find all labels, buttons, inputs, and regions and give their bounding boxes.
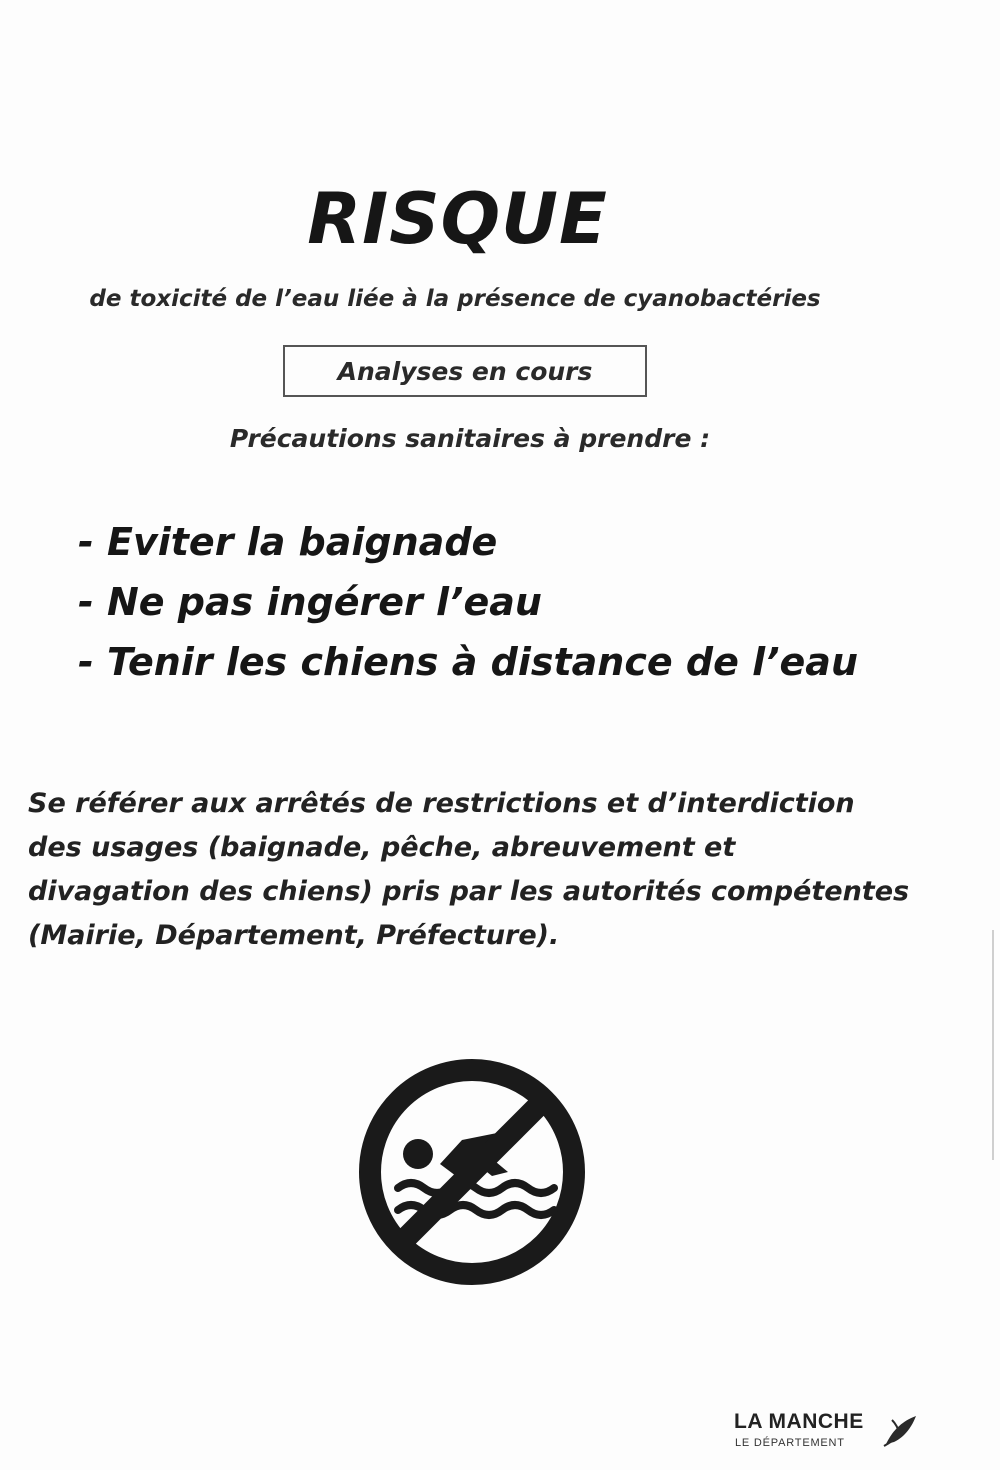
logo-name: LA MANCHE (734, 1410, 864, 1433)
precaution-item: - Eviter la baignade (78, 520, 498, 564)
regulation-note: Se référer aux arrêtés de restrictions et d’interdiction des usages (baignade, pêche, abreuvement et divagation des chiens) pris par les autorités compétentes (Mairie, Département, Préfecture). (28, 788, 910, 951)
status-label: Analyses en cours (337, 356, 593, 386)
la-manche-logo (734, 1410, 934, 1470)
feather-logo-icon (882, 1412, 922, 1448)
no-swimming-icon (352, 1052, 592, 1292)
status-box (283, 345, 647, 397)
precaution-item: - Tenir les chiens à distance de l’eau (78, 640, 859, 684)
logo-subtitle: LE DÉPARTEMENT (735, 1437, 845, 1449)
notice-subtitle: de toxicité de l’eau liée à la présence de cyanobactéries (89, 286, 821, 312)
notice-title: RISQUE (307, 178, 608, 260)
precautions-heading: Précautions sanitaires à prendre : (229, 424, 711, 453)
precaution-list (78, 512, 858, 692)
scan-edge-line (992, 930, 994, 1160)
precaution-item: - Ne pas ingérer l’eau (78, 580, 542, 624)
